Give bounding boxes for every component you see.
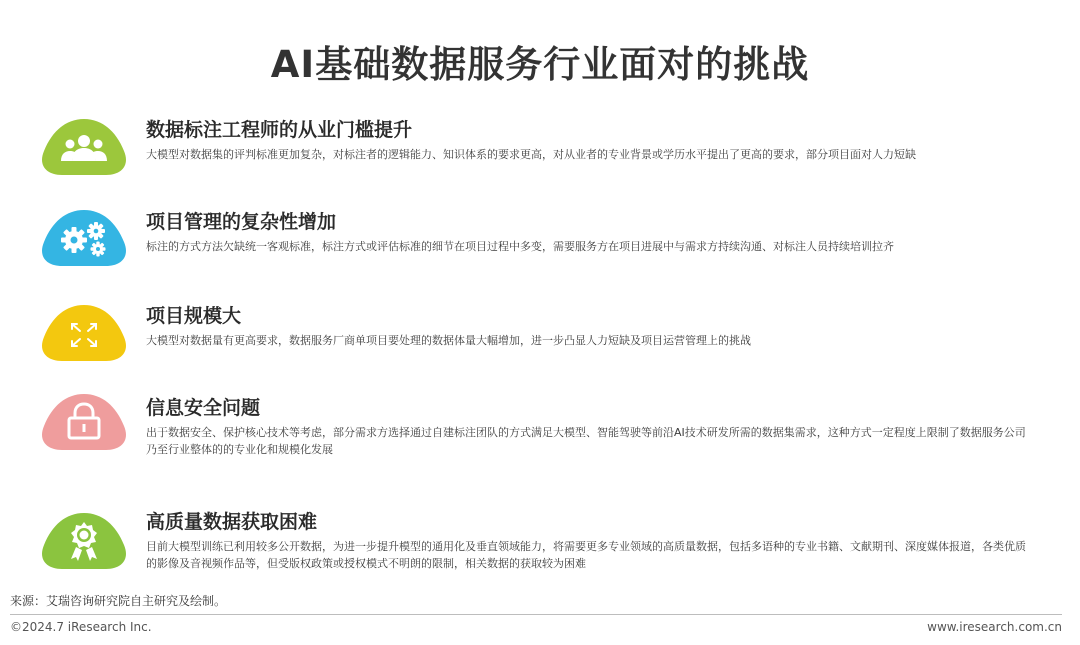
challenge-description: 出于数据安全、保护核心技术等考虑，部分需求方选择通过自建标注团队的方式满足大模型、智能驾驶等前沿AI技术研发所需的数据集需求，这种方式一定程度上限制了数据服务公司乃至行业整体的的专业化和规模化发展 [146,426,1026,456]
gears-icon [40,208,128,268]
page-title: AI基础数据服务行业面对的挑战 [270,43,810,86]
challenge-title: 项目规模大 [146,305,242,327]
challenge-description: 大模型对数据集的评判标准更加复杂，对标注者的逻辑能力、知识体系的要求更高，对从业者的专业背景或学历水平提出了更高的要求，部分项目面对人力短缺 [146,148,916,161]
challenge-title: 数据标注工程师的从业门槛提升 [146,119,413,141]
copyright-text: ©2024.7 iResearch Inc. [10,620,152,634]
challenge-description: 标注的方式方法欠缺统一客观标准，标注方式或评估标准的细节在项目过程中多变，需要服务方在项目进展中与需求方持续沟通、对标注人员持续培训拉齐 [146,240,894,253]
website-link[interactable]: www.iresearch.com.cn [927,620,1062,634]
source-note: 来源：艾瑞咨询研究院自主研究及绘制。 [10,594,227,608]
challenge-title: 项目管理的复杂性增加 [146,211,337,233]
award-icon [40,511,128,571]
challenge-description: 目前大模型训练已利用较多公开数据，为进一步提升模型的通用化及垂直领域能力，将需要更多专业领域的高质量数据，包括多语种的专业书籍、文献期刊、深度媒体报道，各类优质的影像及音视频作品等，但受版权政策或授权模式不明朗的限制，相关数据的获取较为困难 [146,540,1026,570]
challenge-title: 高质量数据获取困难 [146,511,318,533]
challenge-description: 大模型对数据量有更高要求，数据服务厂商单项目要处理的数据体量大幅增加，进一步凸显人力短缺及项目运营管理上的挑战 [146,334,751,347]
footer-divider [10,614,1062,615]
expand-arrows-icon [40,303,128,363]
challenge-title: 信息安全问题 [146,397,261,419]
people-icon [40,117,128,177]
lock-icon [40,392,128,452]
